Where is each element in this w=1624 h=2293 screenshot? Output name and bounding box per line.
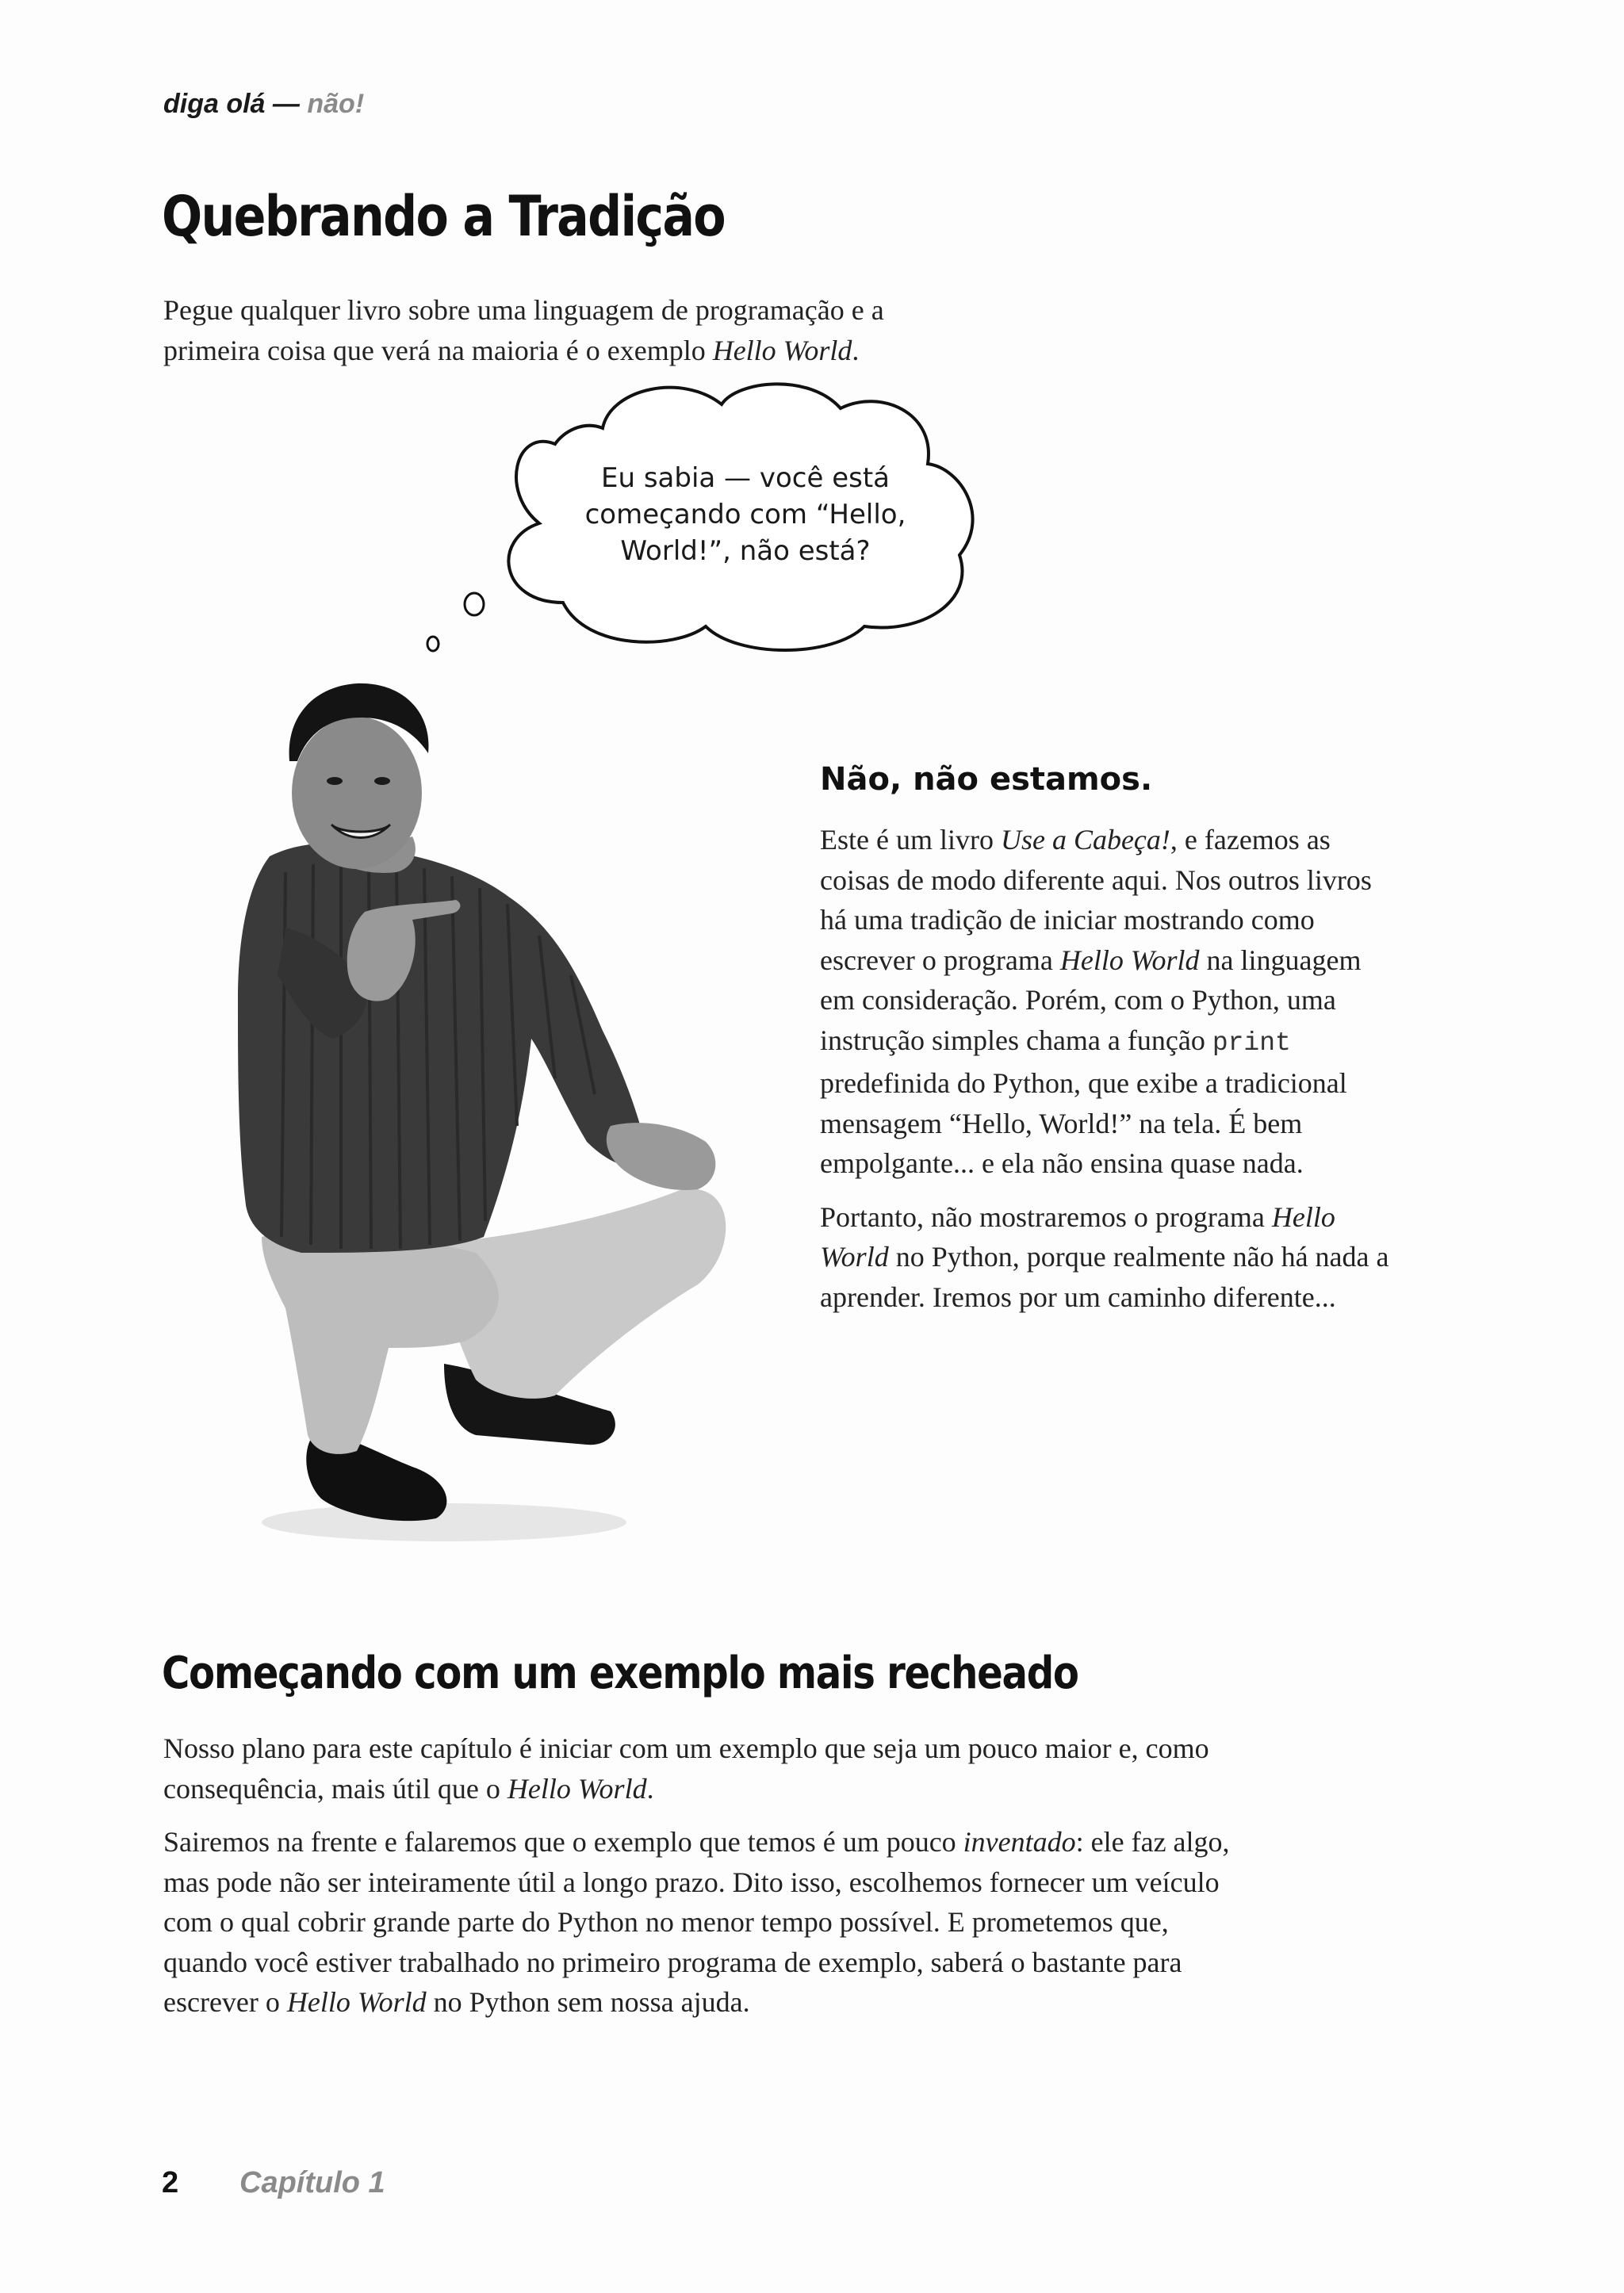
bubble-line-1: Eu sabia — você está bbox=[600, 462, 890, 494]
sidebar-heading: Não, não estamos. bbox=[820, 761, 1153, 798]
chapter-label: Capítulo 1 bbox=[239, 2166, 385, 2199]
sidebar-paragraph-2 bbox=[820, 1197, 1391, 1318]
sidebar-p2-text-a: Portanto, não mostraremos o programa bbox=[820, 1200, 1272, 1233]
section-p1-hello-world: Hello World bbox=[507, 1772, 647, 1805]
intro-hello-world: Hello World bbox=[712, 334, 852, 366]
page-title: Quebrando a Tradição bbox=[162, 184, 725, 249]
section-paragraph-2 bbox=[163, 1822, 1234, 2023]
thought-dot-large-icon bbox=[465, 593, 484, 615]
section-body bbox=[163, 1728, 1234, 2036]
section-p2-text-c: no Python sem nossa ajuda. bbox=[426, 1986, 750, 2018]
section-p2-text-a: Sairemos na frente e falaremos que o exemplo que temos é um pouco bbox=[163, 1826, 963, 1858]
sidebar-body bbox=[820, 820, 1391, 1330]
running-head-accent: não! bbox=[307, 89, 365, 119]
section-p1-text-a: Nosso plano para este capítulo é iniciar com um exemplo que seja um pouco maior e, como consequência, mais útil que o bbox=[163, 1732, 1209, 1805]
intro-line-2: primeira coisa que verá na maioria é o exemplo bbox=[163, 334, 713, 366]
bubble-line-2: começando com “Hello, bbox=[584, 499, 906, 530]
intro-line-1: Pegue qualquer livro sobre uma linguagem de programação e a bbox=[163, 294, 884, 326]
section-heading: Começando com um exemplo mais recheado bbox=[162, 1648, 1078, 1699]
sidebar-p1-text-c: na linguagem em consideração. Porém, com o Python, uma instrução simples chama a função bbox=[820, 944, 1362, 1056]
sidebar-p1-code: print bbox=[1212, 1028, 1291, 1058]
section-p2-hello-world: Hello World bbox=[286, 1986, 427, 2018]
thought-dot-small-icon bbox=[427, 637, 439, 651]
running-head-prefix: diga olá — bbox=[163, 89, 300, 119]
section-p2-text-b: : ele faz algo, mas pode não ser inteiramente útil a longo prazo. Dito isso, escolhemos fornecer um veículo com o qual cobrir grande parte do Python no menor tempo possível. E prometemos que, quando você estiver trabalhado no primeiro programa de exemplo, saberá o bastante para escrever o bbox=[163, 1826, 1230, 2018]
sidebar-p2-text-b: no Python, porque realmente não há nada a aprender. Iremos por um caminho diferente... bbox=[820, 1241, 1389, 1313]
sidebar-p1-book-title: Use a Cabeça! bbox=[1000, 824, 1170, 856]
sidebar-p1-text-d: predefinida do Python, que exibe a tradicional mensagem “Hello, World!” na tela. É bem empolgante... e ela não ensina quase nada. bbox=[820, 1067, 1347, 1179]
bubble-line-3: World!”, não está? bbox=[620, 535, 871, 567]
sidebar-p1-hello-world: Hello World bbox=[1059, 944, 1200, 976]
sidebar-p2-hello-world: Hello World bbox=[820, 1200, 1335, 1273]
sidebar-paragraph-1 bbox=[820, 820, 1391, 1184]
section-p2-inventado: inventado bbox=[963, 1826, 1076, 1858]
sidebar-p1-text-a: Este é um livro bbox=[820, 824, 1001, 856]
page-number: 2 bbox=[162, 2166, 179, 2199]
sidebar-p1-text-b: , e fazemos as coisas de modo diferente aqui. Nos outros livros há uma tradição de iniciar mostrando como escrever o programa bbox=[820, 824, 1372, 976]
crouching-man-pointing-icon bbox=[238, 683, 726, 1541]
section-p1-text-b: . bbox=[646, 1772, 654, 1805]
intro-period: . bbox=[852, 334, 860, 366]
thought-bubble-text bbox=[555, 460, 936, 569]
section-paragraph-1 bbox=[163, 1728, 1234, 1809]
